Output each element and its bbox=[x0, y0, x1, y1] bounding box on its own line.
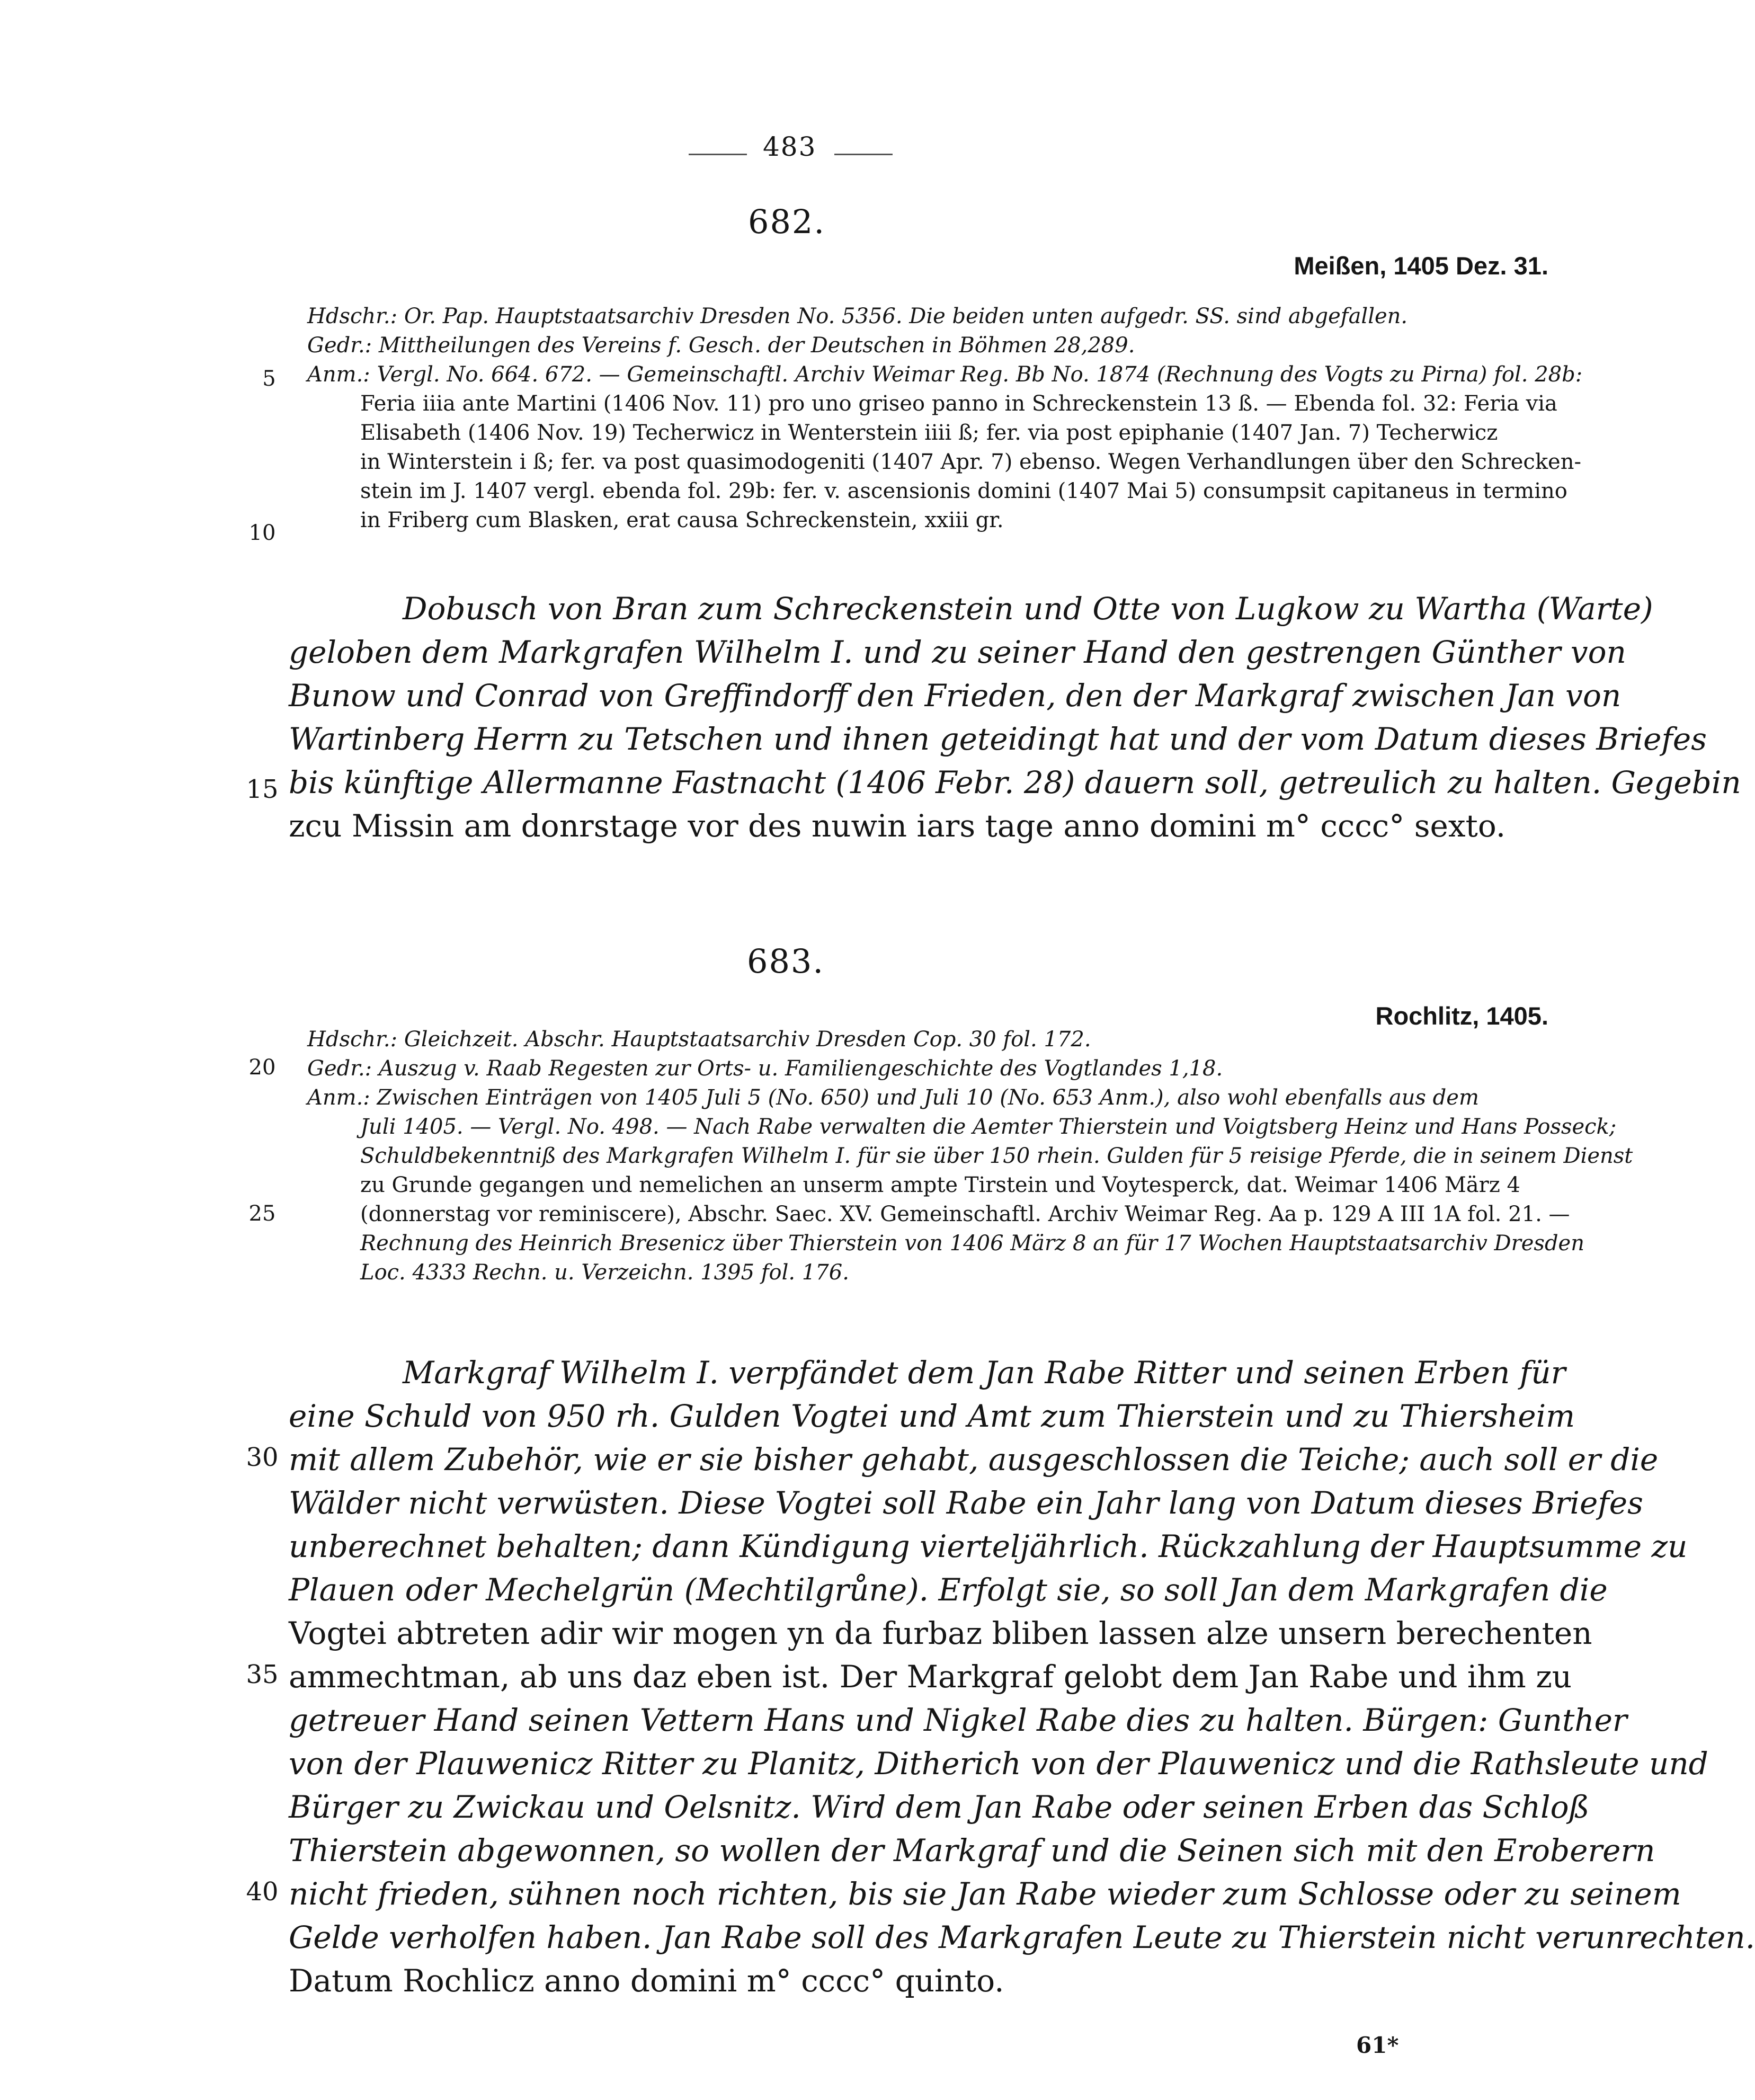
sheet-signature: 61* bbox=[1356, 2032, 1399, 2058]
entry-place-date: Rochlitz, 1405. bbox=[1375, 1002, 1548, 1030]
entry-place-date: Meißen, 1405 Dez. 31. bbox=[1294, 252, 1548, 280]
entry-body bbox=[289, 1351, 1755, 2003]
note-line: Feria iiia ante Martini (1406 Nov. 11) pro uno griseo panno in Schreckenstein 13 ß. — Ebenda fol. 32: Feria via bbox=[360, 391, 1557, 416]
body-line: mit allem Zubehör, wie er sie bisher gehabt, ausgeschlossen die Teiche; auch soll er die bbox=[289, 1441, 1659, 1478]
header-rule-right bbox=[834, 154, 893, 155]
margin-line-number: 20 bbox=[248, 1055, 276, 1080]
entry-notes-continued bbox=[360, 1113, 1633, 1287]
margin-line-number: 35 bbox=[246, 1660, 279, 1689]
note-line: Gedr.: Mittheilungen des Vereins f. Gesch. der Deutschen in Böhmen 28,289. bbox=[307, 333, 1135, 358]
note-line: Anm.: Zwischen Einträgen von 1405 Juli 5 (No. 650) und Juli 10 (No. 653 Anm.), also wohl ebenfalls aus dem bbox=[307, 1085, 1479, 1110]
note-line: Juli 1405. — Vergl. No. 498. — Nach Rabe verwalten die Aemter Thierstein und Voigtsberg Heinz und Hans Posseck; bbox=[360, 1115, 1617, 1139]
entry-notes bbox=[307, 1025, 1552, 1113]
note-line: stein im J. 1407 vergl. ebenda fol. 29b: fer. v. ascensionis domini (1407 Mai 5) consumpsit capitaneus in termino bbox=[360, 479, 1567, 503]
body-line: nicht frieden, sühnen noch richten, bis sie Jan Rabe wieder zum Schlosse oder zu seinem bbox=[289, 1876, 1681, 1912]
header-rule-left bbox=[689, 154, 747, 155]
margin-line-number: 25 bbox=[248, 1202, 276, 1226]
body-line: eine Schuld von 950 rh. Gulden Vogtei und Amt zum Thierstein und zu Thiersheim bbox=[289, 1398, 1575, 1434]
body-line: Wälder nicht verwüsten. Diese Vogtei soll Rabe ein Jahr lang von Datum dieses Briefes bbox=[289, 1485, 1643, 1521]
note-line: Gedr.: Auszug v. Raab Regesten zur Orts- u. Familiengeschichte des Vogtlandes 1,18. bbox=[307, 1056, 1223, 1081]
note-line: Schuldbekenntniß des Markgrafen Wilhelm I. für sie über 150 rhein. Gulden für 5 reisige Pferde, die in seinem Dienst bbox=[360, 1144, 1633, 1168]
body-line: Datum Rochlicz anno domini m° cccc° quinto. bbox=[289, 1963, 1004, 1999]
body-line: bis künftige Allermanne Fastnacht (1406 Febr. 28) dauern soll, getreulich zu halten. Gegebin bbox=[289, 764, 1741, 800]
entry-number: 682. bbox=[748, 202, 826, 241]
body-line: Bunow und Conrad von Greffindorff den Frieden, den der Markgraf zwischen Jan von bbox=[289, 678, 1622, 714]
body-line: ammechtman, ab uns daz eben ist. Der Markgraf gelobt dem Jan Rabe und ihm zu bbox=[289, 1659, 1572, 1695]
body-line: geloben dem Markgrafen Wilhelm I. und zu seiner Hand den gestrengen Günther von bbox=[289, 634, 1626, 670]
page-number: 483 bbox=[763, 131, 817, 162]
margin-line-number: 40 bbox=[246, 1877, 279, 1907]
note-line: in Friberg cum Blasken, erat causa Schreckenstein, xxiii gr. bbox=[360, 508, 1004, 532]
note-line: Rechnung des Heinrich Bresenicz über Thierstein von 1406 März 8 an für 17 Wochen Hauptstaatsarchiv Dresden bbox=[360, 1231, 1584, 1256]
body-line: Markgraf Wilhelm I. verpfändet dem Jan Rabe Ritter und seinen Erben für bbox=[403, 1355, 1566, 1391]
margin-line-number: 5 bbox=[262, 367, 276, 391]
margin-line-number: 10 bbox=[248, 521, 276, 545]
body-line: Vogtei abtreten adir wir mogen yn da furbaz bliben lassen alze unsern berechenten bbox=[289, 1615, 1592, 1651]
body-line: zcu Missin am donrstage vor des nuwin iars tage anno domini m° cccc° sexto. bbox=[289, 808, 1506, 844]
note-line: Loc. 4333 Rechn. u. Verzeichn. 1395 fol. 176. bbox=[360, 1260, 849, 1285]
body-line: unberechnet behalten; dann Kündigung vierteljährlich. Rückzahlung der Hauptsumme zu bbox=[289, 1528, 1688, 1564]
body-line: Wartinberg Herrn zu Tetschen und ihnen geteidingt hat und der vom Datum dieses Briefes bbox=[289, 721, 1707, 757]
body-line: getreuer Hand seinen Vettern Hans und Nigkel Rabe dies zu halten. Bürgen: Gunther bbox=[289, 1702, 1627, 1738]
note-line: (donnerstag vor reminiscere), Abschr. Saec. XV. Gemeinschaftl. Archiv Weimar Reg. Aa p. 129 A III 1A fol. 21. — bbox=[360, 1202, 1570, 1226]
entry-body bbox=[289, 587, 1741, 848]
body-line: Thierstein abgewonnen, so wollen der Markgraf und die Seinen sich mit den Eroberern bbox=[289, 1832, 1655, 1868]
entry-number: 683. bbox=[747, 942, 825, 981]
body-line: Gelde verholfen haben. Jan Rabe soll des Markgrafen Leute zu Thierstein nicht verunrechten. bbox=[289, 1919, 1755, 1955]
note-line: zu Grunde gegangen und nemelichen an unserm ampte Tirstein und Voytesperck, dat. Weimar 1406 März 4 bbox=[360, 1173, 1520, 1197]
margin-line-number: 15 bbox=[246, 775, 279, 804]
note-line: in Winterstein i ß; fer. va post quasimodogeniti (1407 Apr. 7) ebenso. Wegen Verhandlungen über den Schrecken- bbox=[360, 450, 1581, 474]
entry-notes-continued bbox=[360, 389, 1581, 535]
note-line: Hdschr.: Or. Pap. Hauptstaatsarchiv Dresden No. 5356. Die beiden unten aufgedr. SS. sind abgefallen. bbox=[307, 304, 1408, 328]
note-line: Anm.: Vergl. No. 664. 672. — Gemeinschaftl. Archiv Weimar Reg. Bb No. 1874 (Rechnung des Vogts zu Pirna) fol. 28b: bbox=[307, 362, 1583, 387]
note-line: Hdschr.: Gleichzeit. Abschr. Hauptstaatsarchiv Dresden Cop. 30 fol. 172. bbox=[307, 1027, 1091, 1052]
body-line: Dobusch von Bran zum Schreckenstein und Otte von Lugkow zu Wartha (Warte) bbox=[403, 591, 1653, 627]
body-line: von der Plauwenicz Ritter zu Planitz, Ditherich von der Plauwenicz und die Rathsleute und bbox=[289, 1746, 1708, 1782]
margin-line-number: 30 bbox=[246, 1443, 279, 1472]
note-line: Elisabeth (1406 Nov. 19) Techerwicz in Wenterstein iiii ß; fer. via post epiphanie (1407 Jan. 7) Techerwicz bbox=[360, 421, 1498, 445]
body-line: Bürger zu Zwickau und Oelsnitz. Wird dem Jan Rabe oder seinen Erben das Schloß bbox=[289, 1789, 1590, 1825]
entry-notes bbox=[307, 302, 1583, 389]
body-line: Plauen oder Mechelgrün (Mechtilgrůne). Erfolgt sie, so soll Jan dem Markgrafen die bbox=[289, 1572, 1608, 1608]
